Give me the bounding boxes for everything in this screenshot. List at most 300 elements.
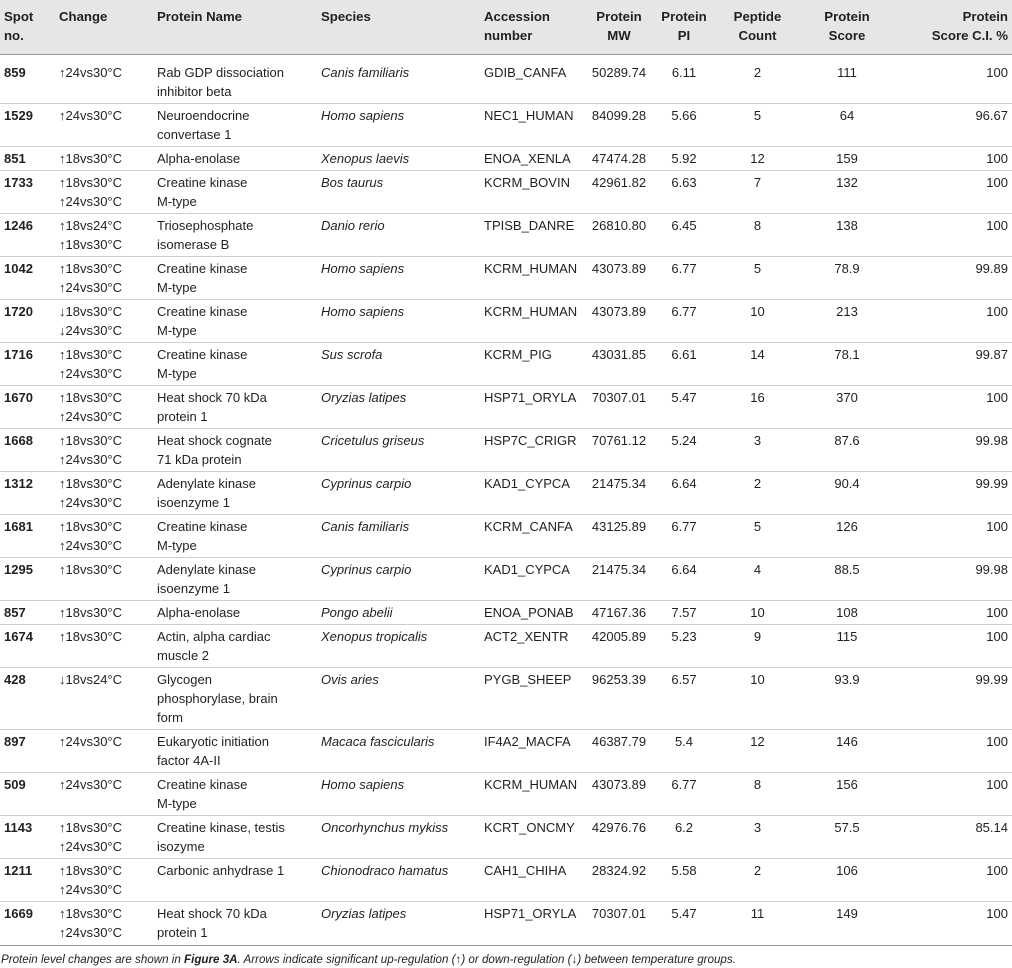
cell-species: Oryzias latipes — [317, 386, 480, 429]
cell-species: Macaca fascicularis — [317, 730, 480, 773]
cell-spot-no: 1716 — [0, 343, 55, 386]
cell-protein-pi: 6.64 — [654, 472, 714, 515]
cell-spot-no: 1668 — [0, 429, 55, 472]
cell-species: Homo sapiens — [317, 257, 480, 300]
text-line: Creatine kinase — [157, 304, 248, 319]
cell-protein-pi: 6.64 — [654, 558, 714, 601]
cell-spot-no: 1720 — [0, 300, 55, 343]
cell-protein-score: 93.9 — [801, 668, 893, 730]
cell-species: Pongo abelii — [317, 601, 480, 625]
text-line: Creatine kinase — [157, 261, 248, 276]
text-line: Carbonic anhydrase 1 — [157, 863, 285, 878]
text-line: Peptide — [733, 9, 782, 24]
cell-spot-no: 1669 — [0, 902, 55, 946]
cell-protein-pi: 5.92 — [654, 147, 714, 171]
text-line: PI — [677, 28, 691, 43]
cell-peptide-count: 12 — [714, 730, 801, 773]
text-line: Protein — [824, 9, 870, 24]
cell-species: Cyprinus carpio — [317, 558, 480, 601]
cell-species: Canis familiaris — [317, 515, 480, 558]
text-line: ↑18vs30°C — [59, 605, 123, 620]
cell-peptide-count: 10 — [714, 300, 801, 343]
cell-accession: ENOA_PONAB — [480, 601, 584, 625]
text-line: ↑24vs30°C — [59, 925, 123, 940]
cell-protein-pi: 5.47 — [654, 386, 714, 429]
cell-protein-pi: 7.57 — [654, 601, 714, 625]
cell-spot-no: 428 — [0, 668, 55, 730]
cell-protein-name — [153, 257, 317, 300]
table-row — [0, 300, 1012, 343]
cell-accession: KCRM_HUMAN — [480, 773, 584, 816]
cell-species: Xenopus tropicalis — [317, 625, 480, 668]
cell-protein-name — [153, 300, 317, 343]
text-line: number — [484, 28, 533, 43]
cell-change — [55, 902, 153, 946]
text-line: isomerase B — [157, 237, 230, 252]
text-line: ↑24vs30°C — [59, 280, 123, 295]
cell-protein-name — [153, 816, 317, 859]
header-protein-name — [153, 0, 317, 55]
text-line: Neuroendocrine — [157, 108, 250, 123]
cell-accession: KCRT_ONCMY — [480, 816, 584, 859]
text-line: ↑24vs30°C — [59, 409, 123, 424]
cell-peptide-count: 11 — [714, 902, 801, 946]
cell-score-ci: 100 — [893, 902, 1012, 946]
text-line: Heat shock cognate — [157, 433, 272, 448]
cell-change — [55, 343, 153, 386]
cell-species: Oryzias latipes — [317, 902, 480, 946]
text-line: ↑24vs30°C — [59, 65, 123, 80]
cell-protein-mw: 42005.89 — [584, 625, 654, 668]
text-line: muscle 2 — [157, 648, 210, 663]
text-line: isoenzyme 1 — [157, 495, 230, 510]
table-body — [0, 55, 1012, 946]
cell-species: Canis familiaris — [317, 55, 480, 104]
table-row — [0, 386, 1012, 429]
header-score-ci — [893, 0, 1012, 55]
text-line: Alpha-enolase — [157, 151, 241, 166]
cell-protein-mw: 42976.76 — [584, 816, 654, 859]
text-line: ↑18vs30°C — [59, 175, 123, 190]
table-row — [0, 171, 1012, 214]
text-line: Heat shock 70 kDa — [157, 906, 267, 921]
cell-change — [55, 668, 153, 730]
cell-peptide-count: 5 — [714, 257, 801, 300]
cell-protein-pi: 6.2 — [654, 816, 714, 859]
cell-score-ci: 100 — [893, 773, 1012, 816]
cell-protein-pi: 6.61 — [654, 343, 714, 386]
cell-change — [55, 730, 153, 773]
cell-change — [55, 104, 153, 147]
cell-species: Homo sapiens — [317, 104, 480, 147]
cell-accession: HSP71_ORYLA — [480, 902, 584, 946]
cell-accession: KCRM_HUMAN — [480, 257, 584, 300]
cell-change — [55, 515, 153, 558]
cell-protein-pi: 6.45 — [654, 214, 714, 257]
text-line: ↑18vs30°C — [59, 347, 123, 362]
cell-accession: HSP7C_CRIGR — [480, 429, 584, 472]
text-line: ↑18vs30°C — [59, 562, 123, 577]
table-row — [0, 625, 1012, 668]
text-line: Adenylate kinase — [157, 476, 257, 491]
cell-peptide-count: 16 — [714, 386, 801, 429]
cell-protein-name — [153, 601, 317, 625]
cell-protein-name — [153, 773, 317, 816]
cell-change — [55, 472, 153, 515]
cell-accession: ACT2_XENTR — [480, 625, 584, 668]
text-line: ↑18vs30°C — [59, 261, 123, 276]
cell-protein-mw: 47167.36 — [584, 601, 654, 625]
cell-score-ci: 100 — [893, 171, 1012, 214]
text-line: protein 1 — [157, 409, 208, 424]
cell-species: Homo sapiens — [317, 300, 480, 343]
header-accession — [480, 0, 584, 55]
cell-accession: TPISB_DANRE — [480, 214, 584, 257]
cell-protein-score: 213 — [801, 300, 893, 343]
text-line: Creatine kinase — [157, 777, 248, 792]
cell-protein-mw: 26810.80 — [584, 214, 654, 257]
cell-species: Oncorhynchus mykiss — [317, 816, 480, 859]
text-line: Actin, alpha cardiac — [157, 629, 271, 644]
cell-protein-name — [153, 104, 317, 147]
cell-protein-pi: 5.58 — [654, 859, 714, 902]
cell-protein-score: 108 — [801, 601, 893, 625]
cell-score-ci: 100 — [893, 601, 1012, 625]
cell-protein-mw: 70307.01 — [584, 386, 654, 429]
text-line: ↑18vs30°C — [59, 237, 123, 252]
cell-spot-no: 1042 — [0, 257, 55, 300]
cell-spot-no: 1674 — [0, 625, 55, 668]
cell-change — [55, 429, 153, 472]
cell-species: Cricetulus griseus — [317, 429, 480, 472]
cell-score-ci: 99.98 — [893, 429, 1012, 472]
cell-protein-mw: 46387.79 — [584, 730, 654, 773]
cell-protein-mw: 50289.74 — [584, 55, 654, 104]
text-line: phosphorylase, brain — [157, 691, 278, 706]
header-change — [55, 0, 153, 55]
header-peptide-count — [714, 0, 801, 55]
text-line: Glycogen — [157, 672, 212, 687]
text-line: M-type — [157, 366, 197, 381]
cell-score-ci: 99.99 — [893, 472, 1012, 515]
text-line: MW — [607, 28, 631, 43]
cell-score-ci: 96.67 — [893, 104, 1012, 147]
cell-protein-pi: 6.77 — [654, 257, 714, 300]
cell-accession: HSP71_ORYLA — [480, 386, 584, 429]
cell-protein-name — [153, 171, 317, 214]
text-line: ↑18vs30°C — [59, 906, 123, 921]
table-row — [0, 472, 1012, 515]
table-row — [0, 257, 1012, 300]
cell-peptide-count: 10 — [714, 601, 801, 625]
cell-peptide-count: 7 — [714, 171, 801, 214]
text-line: ↑24vs30°C — [59, 108, 123, 123]
cell-species: Cyprinus carpio — [317, 472, 480, 515]
cell-protein-name — [153, 55, 317, 104]
cell-protein-name — [153, 859, 317, 902]
cell-peptide-count: 8 — [714, 773, 801, 816]
cell-change — [55, 859, 153, 902]
cell-score-ci: 100 — [893, 730, 1012, 773]
cell-change — [55, 601, 153, 625]
cell-protein-name — [153, 515, 317, 558]
cell-score-ci: 100 — [893, 386, 1012, 429]
cell-protein-score: 78.1 — [801, 343, 893, 386]
cell-protein-score: 115 — [801, 625, 893, 668]
cell-protein-mw: 43031.85 — [584, 343, 654, 386]
cell-accession: KAD1_CYPCA — [480, 472, 584, 515]
cell-accession: KAD1_CYPCA — [480, 558, 584, 601]
table-row — [0, 343, 1012, 386]
header-pi — [654, 0, 714, 55]
table-row — [0, 55, 1012, 104]
cell-peptide-count: 2 — [714, 859, 801, 902]
cell-protein-name — [153, 147, 317, 171]
table-row — [0, 147, 1012, 171]
cell-accession: KCRM_HUMAN — [480, 300, 584, 343]
text-line: convertase 1 — [157, 127, 232, 142]
text-line: ↑18vs30°C — [59, 629, 123, 644]
cell-spot-no: 1211 — [0, 859, 55, 902]
cell-protein-mw: 43073.89 — [584, 257, 654, 300]
cell-spot-no: 1529 — [0, 104, 55, 147]
table-row — [0, 816, 1012, 859]
cell-spot-no: 1681 — [0, 515, 55, 558]
text-line: M-type — [157, 280, 197, 295]
text-line: ↑24vs30°C — [59, 777, 123, 792]
cell-score-ci: 100 — [893, 515, 1012, 558]
cell-accession: IF4A2_MACFA — [480, 730, 584, 773]
cell-accession: PYGB_SHEEP — [480, 668, 584, 730]
text-line: Creatine kinase — [157, 347, 248, 362]
cell-protein-mw: 84099.28 — [584, 104, 654, 147]
cell-spot-no: 897 — [0, 730, 55, 773]
cell-protein-score: 106 — [801, 859, 893, 902]
text-line: ↑18vs30°C — [59, 863, 123, 878]
cell-protein-score: 111 — [801, 55, 893, 104]
cell-peptide-count: 14 — [714, 343, 801, 386]
header-mw — [584, 0, 654, 55]
cell-score-ci: 99.99 — [893, 668, 1012, 730]
cell-score-ci: 100 — [893, 214, 1012, 257]
text-line: Score C.I. % — [931, 28, 1008, 43]
cell-species: Homo sapiens — [317, 773, 480, 816]
text-line: Protein Name — [157, 9, 243, 24]
text-line: protein 1 — [157, 925, 208, 940]
text-line: ↑18vs30°C — [59, 519, 123, 534]
cell-score-ci: 100 — [893, 147, 1012, 171]
table-row — [0, 104, 1012, 147]
cell-accession: NEC1_HUMAN — [480, 104, 584, 147]
text-line: Heat shock 70 kDa — [157, 390, 267, 405]
cell-score-ci: 99.89 — [893, 257, 1012, 300]
text-line: ↓24vs30°C — [59, 323, 123, 338]
cell-species: Xenopus laevis — [317, 147, 480, 171]
footnote — [0, 952, 1012, 968]
cell-peptide-count: 8 — [714, 214, 801, 257]
cell-change — [55, 214, 153, 257]
footnote-text-after: . Arrows indicate significant up-regulation (↑) or down-regulation (↓) between temperature groups. — [237, 953, 736, 966]
cell-protein-score: 87.6 — [801, 429, 893, 472]
cell-peptide-count: 3 — [714, 429, 801, 472]
text-line: Creatine kinase — [157, 175, 248, 190]
text-line: Rab GDP dissociation — [157, 65, 284, 80]
cell-change — [55, 257, 153, 300]
cell-spot-no: 1670 — [0, 386, 55, 429]
cell-accession: CAH1_CHIHA — [480, 859, 584, 902]
cell-peptide-count: 2 — [714, 55, 801, 104]
cell-protein-score: 370 — [801, 386, 893, 429]
text-line: ↑24vs30°C — [59, 366, 123, 381]
cell-protein-mw: 42961.82 — [584, 171, 654, 214]
header-score — [801, 0, 893, 55]
cell-protein-mw: 28324.92 — [584, 859, 654, 902]
cell-spot-no: 1295 — [0, 558, 55, 601]
cell-protein-name — [153, 429, 317, 472]
footnote-text-before: Protein level changes are shown in — [1, 953, 185, 966]
text-line: Protein — [661, 9, 707, 24]
cell-species: Bos taurus — [317, 171, 480, 214]
text-line: ↑18vs24°C — [59, 218, 123, 233]
cell-protein-pi: 5.24 — [654, 429, 714, 472]
cell-protein-name — [153, 386, 317, 429]
text-line: ↑24vs30°C — [59, 495, 123, 510]
text-line: 71 kDa protein — [157, 452, 242, 467]
cell-score-ci: 85.14 — [893, 816, 1012, 859]
cell-protein-name — [153, 730, 317, 773]
cell-protein-mw: 21475.34 — [584, 558, 654, 601]
text-line: Count — [738, 28, 777, 43]
cell-species: Danio rerio — [317, 214, 480, 257]
cell-protein-name — [153, 902, 317, 946]
cell-peptide-count: 5 — [714, 104, 801, 147]
text-line: Score — [828, 28, 866, 43]
header-row — [0, 0, 1012, 55]
cell-protein-pi: 5.47 — [654, 902, 714, 946]
cell-protein-pi: 6.77 — [654, 300, 714, 343]
cell-accession: KCRM_PIG — [480, 343, 584, 386]
text-line: ↓18vs30°C — [59, 304, 123, 319]
cell-protein-pi: 6.63 — [654, 171, 714, 214]
cell-protein-score: 88.5 — [801, 558, 893, 601]
cell-spot-no: 509 — [0, 773, 55, 816]
cell-change — [55, 171, 153, 214]
cell-spot-no: 1733 — [0, 171, 55, 214]
text-line: Species — [321, 9, 371, 24]
cell-protein-name — [153, 343, 317, 386]
table-row — [0, 730, 1012, 773]
cell-peptide-count: 12 — [714, 147, 801, 171]
text-line: M-type — [157, 538, 197, 553]
cell-protein-name — [153, 214, 317, 257]
text-line: factor 4A-II — [157, 753, 221, 768]
cell-protein-name — [153, 558, 317, 601]
cell-protein-score: 138 — [801, 214, 893, 257]
cell-change — [55, 773, 153, 816]
table-row — [0, 668, 1012, 730]
cell-protein-score: 126 — [801, 515, 893, 558]
text-line: Protein — [596, 9, 642, 24]
text-line: isoenzyme 1 — [157, 581, 230, 596]
table-row — [0, 558, 1012, 601]
text-line: ↑18vs30°C — [59, 390, 123, 405]
text-line: ↓18vs24°C — [59, 672, 123, 687]
cell-protein-mw: 47474.28 — [584, 147, 654, 171]
cell-protein-pi: 6.11 — [654, 55, 714, 104]
cell-protein-score: 146 — [801, 730, 893, 773]
cell-accession: ENOA_XENLA — [480, 147, 584, 171]
text-line: M-type — [157, 194, 197, 209]
text-line: Triosephosphate — [157, 218, 254, 233]
text-line: Change — [59, 9, 108, 24]
cell-peptide-count: 3 — [714, 816, 801, 859]
cell-accession: KCRM_CANFA — [480, 515, 584, 558]
text-line: M-type — [157, 323, 197, 338]
cell-spot-no: 1143 — [0, 816, 55, 859]
text-line: ↑24vs30°C — [59, 538, 123, 553]
table-row — [0, 773, 1012, 816]
cell-protein-name — [153, 625, 317, 668]
text-line: ↑18vs30°C — [59, 476, 123, 491]
cell-accession: KCRM_BOVIN — [480, 171, 584, 214]
header-spot — [0, 0, 55, 55]
cell-protein-mw: 43073.89 — [584, 300, 654, 343]
cell-spot-no: 851 — [0, 147, 55, 171]
cell-protein-pi: 5.23 — [654, 625, 714, 668]
text-line: ↑24vs30°C — [59, 734, 123, 749]
cell-protein-pi: 6.57 — [654, 668, 714, 730]
cell-peptide-count: 10 — [714, 668, 801, 730]
cell-change — [55, 816, 153, 859]
figure-reference: Figure 3A — [184, 953, 238, 966]
table-row — [0, 601, 1012, 625]
cell-protein-pi: 6.77 — [654, 515, 714, 558]
text-line: inhibitor beta — [157, 84, 232, 99]
cell-protein-score: 149 — [801, 902, 893, 946]
text-line: M-type — [157, 796, 197, 811]
cell-protein-score: 90.4 — [801, 472, 893, 515]
cell-score-ci: 100 — [893, 859, 1012, 902]
cell-change — [55, 147, 153, 171]
cell-score-ci: 100 — [893, 625, 1012, 668]
text-line: Accession — [484, 9, 550, 24]
cell-species: Sus scrofa — [317, 343, 480, 386]
cell-spot-no: 859 — [0, 55, 55, 104]
cell-protein-pi: 6.77 — [654, 773, 714, 816]
cell-peptide-count: 9 — [714, 625, 801, 668]
cell-protein-score: 159 — [801, 147, 893, 171]
cell-peptide-count: 2 — [714, 472, 801, 515]
cell-score-ci: 99.98 — [893, 558, 1012, 601]
cell-spot-no: 1246 — [0, 214, 55, 257]
text-line: Adenylate kinase — [157, 562, 257, 577]
cell-protein-name — [153, 668, 317, 730]
cell-protein-score: 132 — [801, 171, 893, 214]
text-line: ↑18vs30°C — [59, 433, 123, 448]
cell-protein-mw: 96253.39 — [584, 668, 654, 730]
cell-score-ci: 100 — [893, 300, 1012, 343]
cell-protein-score: 78.9 — [801, 257, 893, 300]
table-row — [0, 902, 1012, 946]
cell-peptide-count: 5 — [714, 515, 801, 558]
cell-species: Chionodraco hamatus — [317, 859, 480, 902]
text-line: Alpha-enolase — [157, 605, 241, 620]
header-species — [317, 0, 480, 55]
cell-change — [55, 55, 153, 104]
cell-protein-score: 64 — [801, 104, 893, 147]
cell-score-ci: 99.87 — [893, 343, 1012, 386]
cell-protein-pi: 5.4 — [654, 730, 714, 773]
